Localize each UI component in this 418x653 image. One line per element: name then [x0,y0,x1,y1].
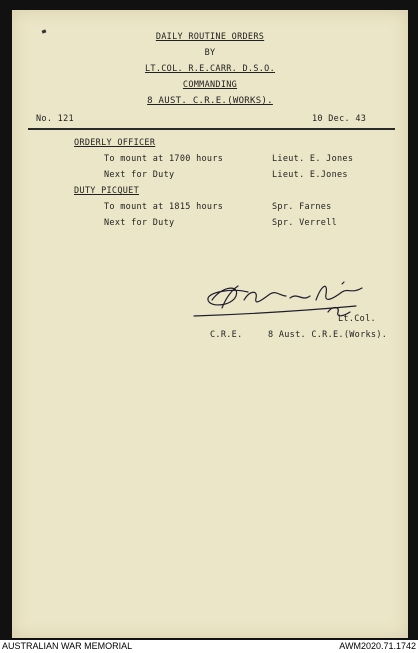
document-page [12,10,408,638]
orders-title: DAILY ROUTINE ORDERS [155,32,265,42]
duty-picquet-heading: DUTY PICQUET [74,186,140,196]
orderly-officer-heading: ORDERLY OFFICER [74,138,156,148]
unit-line: 8 AUST. C.R.E.(WORKS). [147,96,273,106]
commanding-line: COMMANDING [182,80,238,90]
header-rule [28,128,395,130]
signature-rank: Lt.Col. [338,314,376,324]
footer-accession-number: AWM2020.71.1742 [339,641,416,651]
footer-bar [0,640,418,653]
picquet-mount-name: Spr. Farnes [272,202,332,212]
orderly-next-label: Next for Duty [104,170,175,180]
officer-name: LT.COL. R.E.CARR. D.S.O. [144,64,276,74]
footer-institution: AUSTRALIAN WAR MEMORIAL [2,641,133,651]
orderly-next-name: Lieut. E.Jones [272,170,348,180]
order-date: 10 Dec. 43 [312,114,367,124]
picquet-mount-label: To mount at 1815 hours [104,202,224,212]
orderly-mount-label: To mount at 1700 hours [104,154,224,164]
order-number: No. 121 [36,114,74,124]
signature-cre: C.R.E. [210,330,243,340]
by-line: BY [204,48,216,58]
signature-unit: 8 Aust. C.R.E.(Works). [268,330,388,340]
picquet-next-name: Spr. Verrell [272,218,338,228]
picquet-next-label: Next for Duty [104,218,175,228]
orderly-mount-name: Lieut. E. Jones [272,154,354,164]
